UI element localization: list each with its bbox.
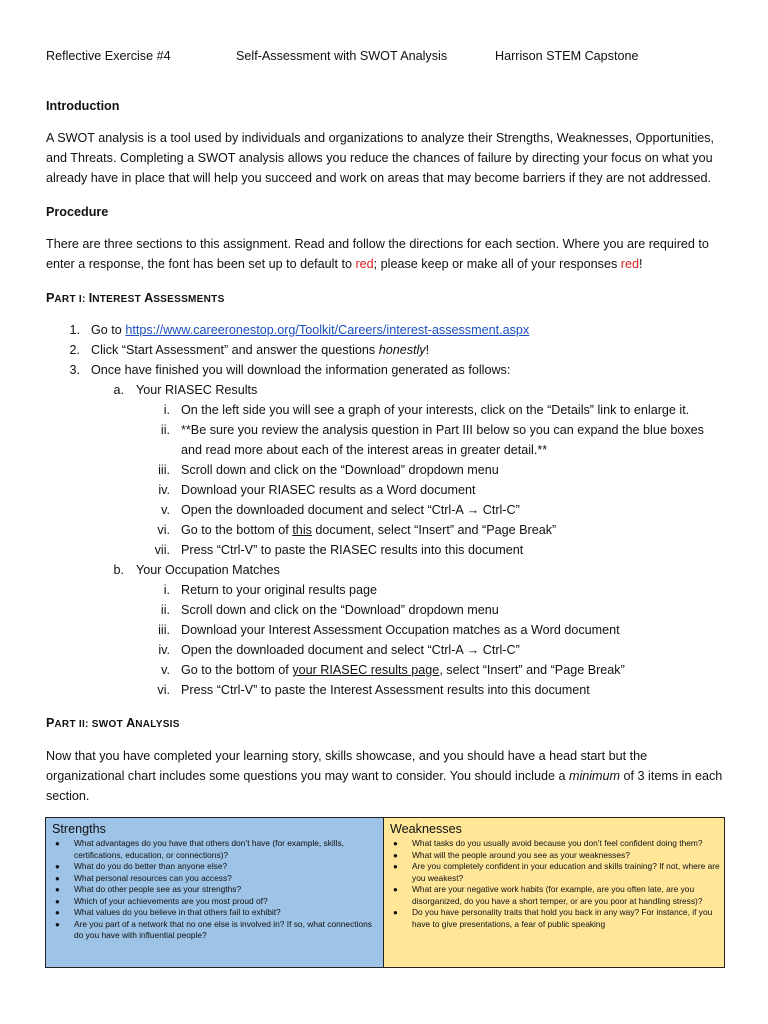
careeronestop-link[interactable]: https://www.careeronestop.org/Toolkit/Careers/interest-assessment.aspx <box>125 323 530 337</box>
list-item: ● Are you part of a network that no one else is involved in? If so, what connections do you have with influential people? <box>55 918 372 940</box>
red-word-1: red <box>355 257 374 271</box>
list-item: ● What values do you believe in that others fail to exhibit? <box>55 907 281 917</box>
bullet-icon: ● <box>393 839 398 848</box>
procedure-text <box>46 234 726 274</box>
part2-heading: PART II: SWOT ANALYSIS <box>46 716 180 730</box>
list-item: ● What will the people around you see as your weaknesses? <box>393 849 630 860</box>
intro-heading: Introduction <box>46 99 120 113</box>
bullet-icon: ● <box>55 919 60 929</box>
list-item: ● What do other people see as your strengths? <box>55 884 242 894</box>
list-item: ● What do you do better than anyone else? <box>55 861 228 871</box>
bullet-icon: ● <box>393 850 398 860</box>
list-item: ● What advantages do you have that others don’t have (for example, skills, certifications, education, or connections)? <box>55 838 345 860</box>
list-item: ● Are you completely confident in your education and skills training? If not, where are you weakest? <box>393 861 720 883</box>
strengths-title: Strengths <box>52 822 106 836</box>
header-left: Reflective Exercise #4 <box>46 49 171 63</box>
swot-table <box>45 817 725 968</box>
weaknesses-list <box>390 838 720 930</box>
procedure-text-end: ! <box>638 257 643 271</box>
header-right: Harrison STEM Capstone <box>495 49 639 63</box>
red-word-2: red <box>620 257 639 271</box>
bullet-icon: ● <box>55 908 60 917</box>
part2-text: Now that you have completed your learning story, skills showcase, and you should have a head start but the organizational chart includes some questions you may want to consider. You should include a minimum of 3 items in each section. <box>46 749 723 803</box>
procedure-text-before: There are three sections to this assignment. Read and follow the directions for each section. Where you are required to enter a response, the font has been set up to default to <box>46 237 709 271</box>
bullet-icon: ● <box>393 862 398 871</box>
procedure-heading: Procedure <box>46 205 109 219</box>
list-item: ● What are your negative work habits (for example, are you often late, are you disorganized, do you have a short temper, or are you poor at handling stress)? <box>393 884 703 906</box>
list-item: ● What tasks do you usually avoid because you don’t feel confident doing them? <box>393 838 703 848</box>
bullet-icon: ● <box>55 896 60 906</box>
strengths-list <box>52 838 379 942</box>
strengths-cell[interactable] <box>46 818 384 967</box>
weaknesses-cell[interactable] <box>384 818 724 967</box>
procedure-text-middle: ; please keep or make all of your responses <box>373 257 621 271</box>
document-page: Reflective Exercise #4 Self-Assessment with SWOT Analysis Harrison STEM Capstone Introduction A SWOT analysis is a tool used by individuals and organizations to analyze their Strengths, Weaknesses, Opportunities, and Threats. Completing a SWOT analysis allows you reduce the chances of failure by directing your focus on what you already have in place that will help you succeed and work on areas that may become barriers if they are not addressed. Procedure There are three sections to this assignment. Read and follow the directions for each section. Where you are required to enter a response, the font has been set up to default to red; please keep or make all of your responses red! PART I: INTEREST ASSESSMENTS 1. Go to https://www.careeronestop.org/Toolkit/Careers/interest-assessment.aspx 2. Click “Start Assessment” and answer the questions honestly! 3. Once have finished you will download the information generated as follows: a. Your RIASEC Results i. On the left side you will see a graph of your interests, click on the “Details” link to enlarge it. ii. **Be sure you review the analysis question in Part III below so you can expand the blue boxes and read more about each of the interest areas in greater detail.** iii. Scroll down and click on the “Download” dropdown menu iv. Download your RIASEC results as a Word document v. Open the downloaded document and select “Ctrl-A → Ctrl-C” vi. Go to the bottom of this document, select “Insert” and “Page Break” vii. Press “Ctrl-V” to paste the RIASEC results into this document b. Your Occupation Matches i. Return to your original results page ii. Scroll down and click on the “Download” dropdown menu iii. Download your Interest Assessment Occupation matches as a Word document iv. Open the downloaded document and select “Ctrl-A → Ctrl-C” v. Go to the bottom of your RIASEC results page, select “Insert” and “Page Break” vi. Press “Ctrl-V” to paste the Interest Assessment results into this document PART II: SWOT ANALYSIS Now that you have completed your learning story, skills showcase, and you should have a head start but the organizational chart includes some questions you may want to consider. You should include a minimum of 3 items in each section. Strengths ● What advantages do you have that others don’t have (for example, skills, certifications, education, or connections)? ● What do you do better than anyone else? ● What personal resources can you access? ● What do other people see as your strengths? ● Which of your achievements are you most proud of? ● What values do you believe in that others fail to exhibit? ● Are you part of a network that no one else is involved in? If so, what connections do you have with influential people? Weaknesses ● What tasks do you usually avoid because you don’t feel confident doing them? ● What will the people around you see as your weaknesses? ● Are you completely confident in your education and skills training? If not, where are you weakest? ● What are your negative work habits (for example, are you often late, are you disorganized, do you have a short temper, or are you poor at handling stress)? ● Do you have personality traits that hold you back in any way? For instance, if you have to give presentations, a fear of public speaking <box>0 0 768 1024</box>
list-item: ● What personal resources can you access? <box>55 872 232 883</box>
list-item: ● Which of your achievements are you most proud of? <box>55 895 268 906</box>
header-center: Self-Assessment with SWOT Analysis <box>236 49 448 63</box>
part1-heading: PART I: INTEREST ASSESSMENTS <box>46 291 225 305</box>
intro-text: A SWOT analysis is a tool used by individuals and organizations to analyze their Strengths, Weaknesses, Opportunities, and Threats. Completing a SWOT analysis allows you reduce the chances of failure by directing your focus on what you already have in place that will help you succeed and work on areas that may become barriers if they are not addressed. <box>46 131 715 185</box>
bullet-icon: ● <box>55 873 60 883</box>
bullet-icon: ● <box>55 885 60 894</box>
weaknesses-title: Weaknesses <box>390 822 462 836</box>
bullet-icon: ● <box>55 839 60 848</box>
bullet-icon: ● <box>55 862 60 871</box>
bullet-icon: ● <box>393 908 398 917</box>
list-item: ● Do you have personality traits that hold you back in any way? For instance, if you have to give presentations, a fear of public speaking <box>393 907 713 929</box>
bullet-icon: ● <box>393 885 398 894</box>
